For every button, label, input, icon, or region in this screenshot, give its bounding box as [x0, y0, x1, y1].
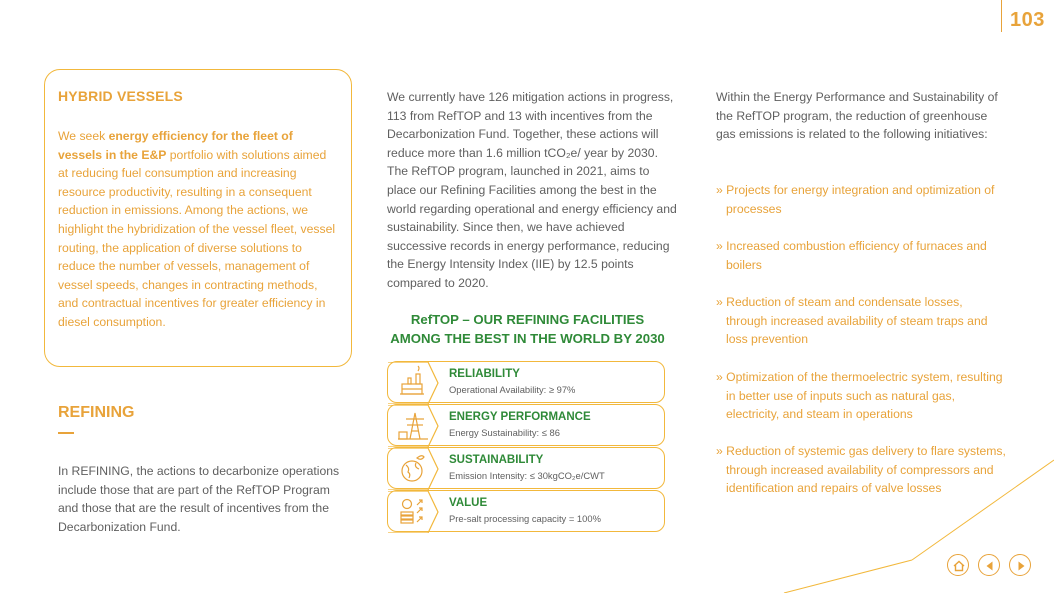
refining-title: REFINING [58, 404, 135, 421]
home-icon [948, 555, 970, 577]
hybrid-vessels-title: HYBRID VESSELS [58, 88, 183, 104]
initiative-text: » Projects for energy integration and optimization of processes [716, 183, 995, 216]
card-title: ENERGY PERFORMANCE [449, 411, 591, 423]
sustainability-card [387, 447, 665, 489]
refining-divider [58, 432, 74, 434]
card-subtitle: Energy Sustainability: ≤ 86 [449, 427, 560, 438]
value-card [387, 490, 665, 532]
next-page-button[interactable] [1009, 554, 1031, 576]
hybrid-text-prefix: We seek [58, 129, 109, 143]
reftop-intro-text: We currently have 126 mitigation actions in progress, 113 from RefTOP and 13 with incentives from the Decarbonization Fund. Together, these actions will reduce more than 1.6 million tCO₂e/ year by 2030. The RefTOP program, launched in 2021, aims to place our Refining Facilities among the best in the world regarding operational and energy efficiency and sustainability. Since then, we have achieved successive records in energy performance, reducing the Energy Intensity Index (IIE) by 12.5 points compared to 2020. [387, 90, 677, 290]
hybrid-text-rest: portfolio with solutions aimed at reducing fuel consumption and increasing resource productivity, resulting in a consequent reduction in emissions. Among the actions, we highlight the hybridization of the vessel fleet, vessel routing, the application of diverse solutions to reduce the number of vessels, management of vessel speeds, changes in contracting methods, and contractual incentives for greater efficiency in diesel consumption. [58, 147, 336, 329]
initiative-text: » Reduction of systemic gas delivery to flare systems, through increased availability of compressors and identification and repairs of valve losses [716, 444, 1006, 496]
reftop-title: RefTOP – OUR REFINING FACILITIES AMONG THE BEST IN THE WORLD BY 2030 [390, 312, 665, 346]
previous-icon [979, 555, 1001, 577]
initiative-item [716, 293, 1006, 349]
card-subtitle: Operational Availability: ≥ 97% [449, 384, 576, 395]
initiative-item [716, 237, 1006, 274]
page-number: 103 [1010, 9, 1045, 31]
initiative-text: » Increased combustion efficiency of furnaces and boilers [716, 239, 987, 272]
hybrid-vessels-text [58, 127, 338, 332]
money-growth-icon [388, 491, 440, 531]
card-subtitle: Pre-salt processing capacity = 100% [449, 513, 601, 524]
refining-text: In REFINING, the actions to decarbonize operations include those that are part of the RefTOP Program and those that are the result of incentives from the Decarbonization Fund. [58, 464, 340, 534]
initiative-item [716, 442, 1006, 498]
hybrid-text-bold: energy efficiency for the fleet of vessels in the E&P [58, 129, 293, 162]
power-tower-icon [388, 405, 440, 445]
next-icon [1010, 555, 1032, 577]
card-title: VALUE [449, 497, 488, 509]
initiatives-intro: Within the Energy Performance and Sustainability of the RefTOP program, the reduction of greenhouse gas emissions is related to the following initiatives: [716, 90, 998, 142]
refinery-icon [388, 362, 440, 402]
card-title: SUSTAINABILITY [449, 454, 544, 466]
initiative-item [716, 181, 1006, 218]
card-subtitle: Emission Intensity: ≤ 30kgCO₂e/CWT [449, 470, 605, 481]
home-button[interactable] [947, 554, 969, 576]
initiative-text: » Reduction of steam and condensate losses, through increased availability of steam traps and loss prevention [716, 295, 988, 347]
energy-performance-card [387, 404, 665, 446]
card-title: RELIABILITY [449, 368, 520, 380]
previous-page-button[interactable] [978, 554, 1000, 576]
reliability-card [387, 361, 665, 403]
initiative-text: » Optimization of the thermoelectric system, resulting in better use of inputs such as natural gas, electricity, and steam in operations [716, 370, 1003, 422]
globe-leaf-icon [388, 448, 440, 488]
initiative-item [716, 368, 1006, 424]
